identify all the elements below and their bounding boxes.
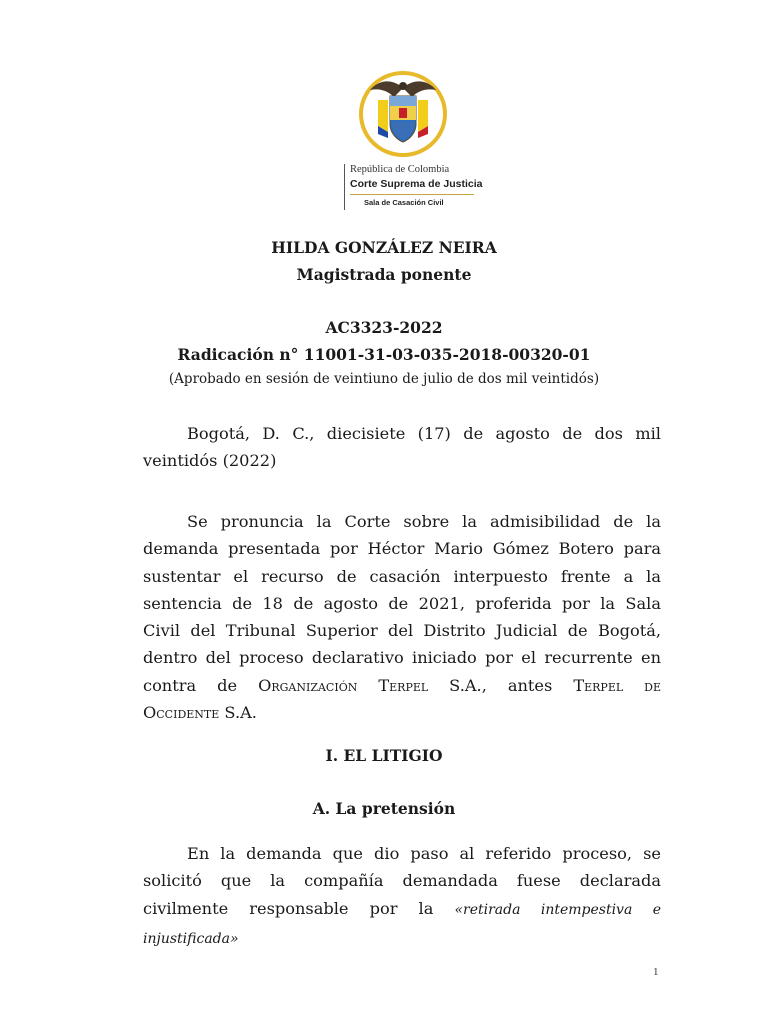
p2-line: civilmente responsable por la «retirada intempestiva e injustificada» (143, 898, 661, 947)
date-paragraph (143, 420, 661, 475)
quoted-phrase: «retirada intempestiva e injustificada» (143, 901, 661, 947)
section-title: I. EL LITIGIO (325, 746, 443, 765)
page-number: 1 (653, 966, 659, 978)
magistrate-name: HILDA GONZÁLEZ NEIRA (271, 238, 497, 257)
paragraph-1 (143, 508, 661, 726)
p1-line: Civil del Tribunal Superior del Distrito Judicial de Bogotá, (143, 621, 661, 641)
paragraph-2 (143, 840, 661, 953)
former-company-name: Terpel de (573, 675, 662, 695)
header-vertical-rule (344, 164, 345, 210)
corte-label: Corte Suprema de Justicia (350, 178, 483, 190)
magistrate-role: Magistrada ponente (296, 265, 472, 284)
radicacion: Radicación n° 11001-31-03-035-2018-00320-01 (177, 345, 591, 364)
coat-of-arms-logo (344, 66, 462, 162)
date-line-2: veintidós (2022) (143, 451, 277, 471)
section-subtitle: A. La pretensión (312, 799, 456, 818)
p1-line: dentro del proceso declarativo iniciado por el recurrente en (143, 648, 661, 668)
approval-note: (Aprobado en sesión de veintiuno de julio de dos mil veintidós) (168, 371, 600, 387)
sala-label: Sala de Casación Civil (364, 198, 444, 207)
p1-line: contra de Organización Terpel S.A., antes Terpel de (143, 675, 662, 695)
republica-label: República de Colombia (350, 164, 450, 175)
p2-line: solicitó que la compañía demandada fuese declarada (143, 871, 661, 891)
case-number: AC3323-2022 (325, 318, 443, 337)
p1-line: Occidente S.A. (143, 703, 257, 723)
p2-line: En la demanda que dio paso al referido proceso, se (187, 844, 661, 863)
p1-line: demanda presentada por Héctor Mario Gómez Botero para (143, 539, 661, 559)
header-gold-rule (350, 194, 474, 195)
date-line-1: Bogotá, D. C., diecisiete (17) de agosto de dos mil (187, 424, 661, 443)
company-name: Organización Terpel S.A. (258, 675, 482, 695)
p1-line: Se pronuncia la Corte sobre la admisibilidad de la (187, 512, 661, 531)
p1-line: sustentar el recurso de casación interpuesto frente a la (143, 566, 661, 586)
p1-line: sentencia de 18 de agosto de 2021, proferida por la Sala (143, 593, 661, 613)
